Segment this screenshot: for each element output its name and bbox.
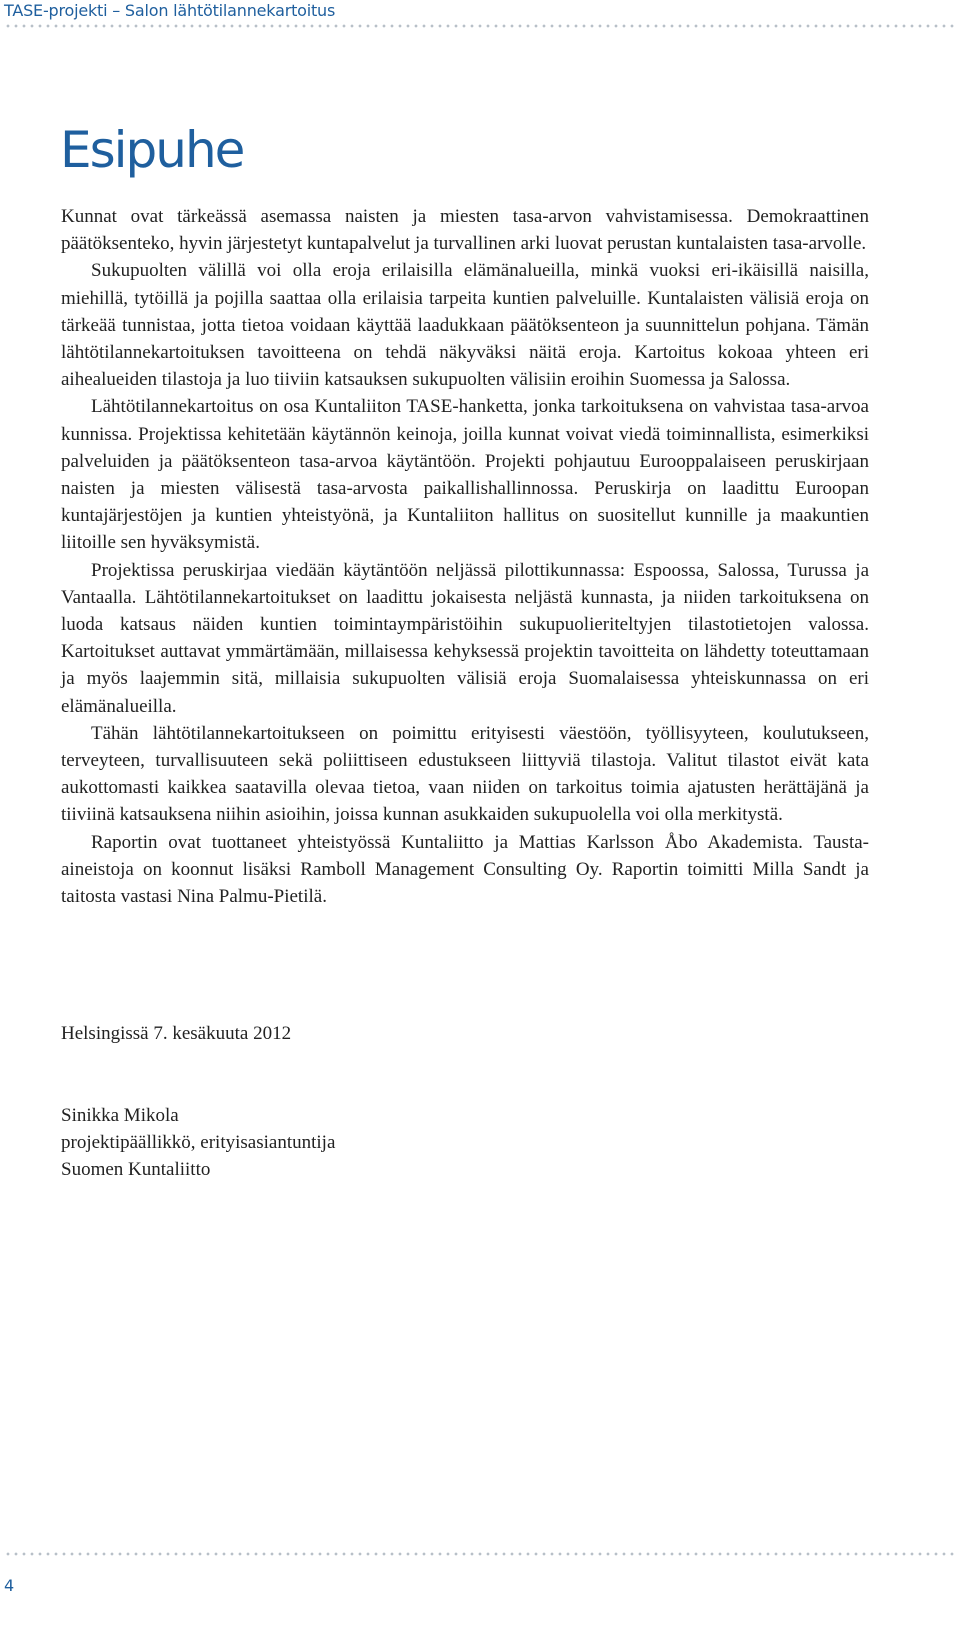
paragraph-differences: Sukupuolten välillä voi olla eroja erilaisilla elämänalueilla, minkä vuoksi eri-ikäisillä naisilla, miehillä, tytöillä ja pojilla saattaa olla erilaisia tarpeita kuntien palveluille. Kuntalaisten välisiä eroja on tärkeää tunnistaa, jotta tietoa voidaan käyttää laadukkaan päätöksenteon ja suunnittelun pohjana. Tämän lähtötilannekartoituksen tavoitteena on tehdä näkyväksi näitä eroja. Kartoitus kokoaa yhteen eri aihealueiden tilastoja ja luo tiiviin katsauksen sukupuolten välisiin eroihin Suomessa ja Salossa. [61, 260, 869, 391]
page-title: Esipuhe [60, 121, 244, 179]
paragraph-statistics: Tähän lähtötilannekartoitukseen on poimittu erityisesti väestöön, työllisyyteen, koulutukseen, terveyteen, turvallisuuteen sekä poliittiseen edustukseen liittyviä tilastoja. Valitut tilastot eivät kata aukottomasti kaikkea saatavilla olevaa tietoa, vaan niiden on tarkoitus toimia ajatusten herättäjänä ja tiiviinä katsauksena niihin asioihin, joissa kunnan asukkaiden sukupuolella voi olla merkitystä. [61, 722, 869, 826]
paragraph-credits: Raportin ovat tuottaneet yhteistyössä Kuntaliitto ja Mattias Karlsson Åbo Akademista. Tausta-aineistoja on koonnut lisäksi Ramboll Management Consulting Oy. Raportin toimitti Milla Sandt ja taitosta vastasi Nina Palmu-Pietilä. [61, 831, 869, 908]
paragraph-intro: Kunnat ovat tärkeässä asemassa naisten ja miesten tasa-arvon vahvistamisessa. Demokraattinen päätöksenteko, hyvin järjestetyt kuntapalvelut ja turvallinen arki luovat perustan kuntalaisten tasa-arvolle. [61, 206, 869, 255]
page-number: 4 [4, 1576, 15, 1595]
header-dotted-rule [4, 24, 954, 28]
running-header: TASE-projekti – Salon lähtötilannekartoitus [4, 1, 336, 20]
signature-organization: Suomen Kuntaliitto [61, 1159, 211, 1181]
footer-dotted-rule [4, 1552, 954, 1556]
body-text [61, 203, 869, 910]
paragraph-tase-project: Lähtötilannekartoitus on osa Kuntaliiton TASE-hanketta, jonka tarkoituksena on vahvistaa tasa-arvoa kunnissa. Projektissa kehitetään käytännön keinoja, joilla kunnat voivat viedä toiminnallista, esimerkiksi palveluiden ja päätöksenteon tasa-arvoa käytäntöön. Projekti pohjautuu Eurooppalaiseen peruskirjaan naisten ja miesten välisestä tasa-arvosta paikallishallinnossa. Peruskirja on laadittu Euroopan kuntajärjestöjen ja kuntien yhteistyönä, ja Kuntaliiton hallitus on suositellut kunnille ja maakuntien liitoille sen hyväksymistä. [61, 396, 869, 554]
paragraph-pilot-municipalities: Projektissa peruskirjaa viedään käytäntöön neljässä pilottikunnassa: Espoossa, Salossa, Turussa ja Vantaalla. Lähtötilannekartoitukset on laadittu jokaisesta neljästä kunnasta, ja niiden tarkoituksena on luoda katsaus näiden kuntien toimintaympäristöihin sukupuolieriteltyjen tilastotietojen valossa. Kartoitukset auttavat ymmärtämään, millaisessa kehyksessä projektin tavoitteita on lähdetty toteuttamaan ja myös laajemmin sitä, millaisia sukupuolten välisiä eroja Suomalaisessa yhteiskunnassa on eri elämänalueilla. [61, 559, 869, 717]
signature-name: Sinikka Mikola [61, 1105, 179, 1126]
signature-role: projektipäällikkö, erityisasiantuntija [61, 1132, 336, 1154]
date-line: Helsingissä 7. kesäkuuta 2012 [61, 1023, 292, 1044]
signature-block [61, 1102, 761, 1184]
